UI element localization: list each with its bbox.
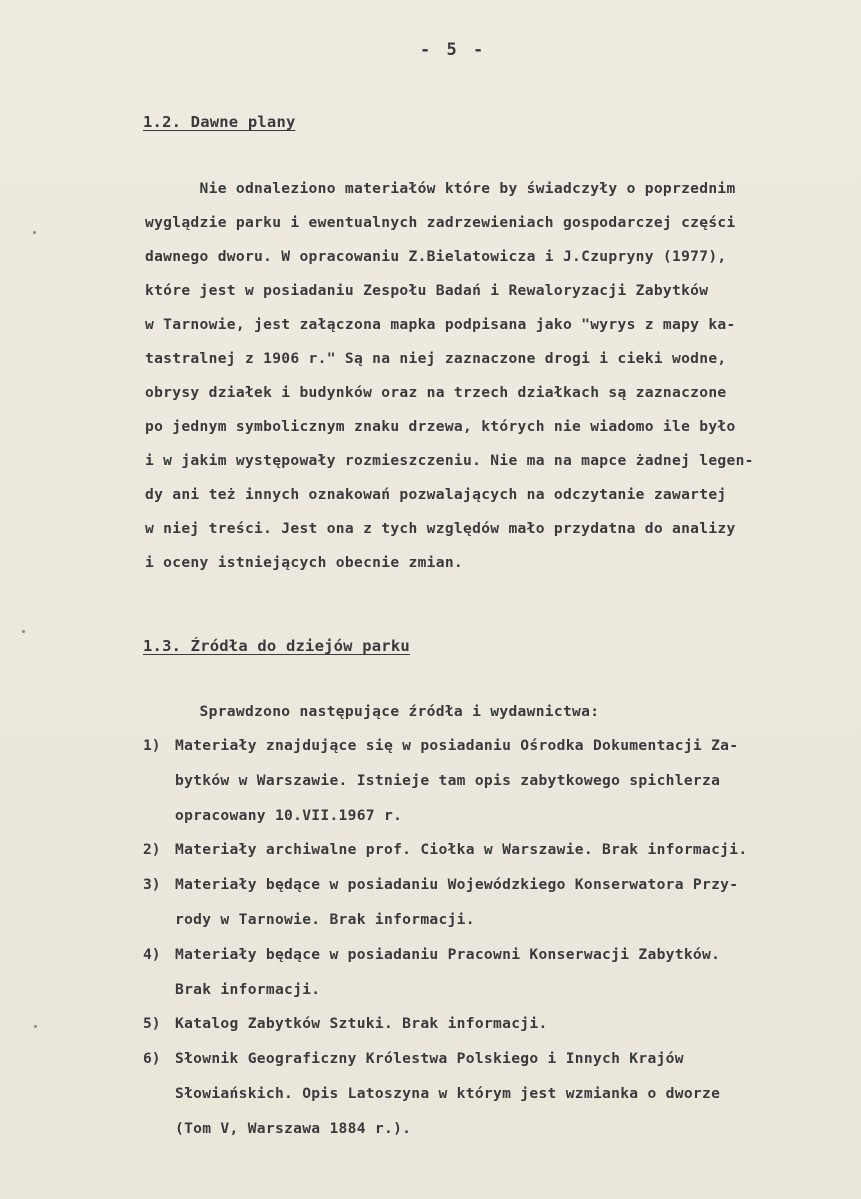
list-item-line: Materiały będące w posiadaniu Wojewódzkiego Konserwatora Przy- <box>175 876 739 894</box>
section-heading-zrodla: 1.3. Źródła do dziejów parku <box>143 637 410 655</box>
sources-intro: Sprawdzono następujące źródła i wydawnictwa: <box>145 703 600 720</box>
paper-speck <box>22 630 25 633</box>
paragraph-line: dawnego dworu. W opracowaniu Z.Bielatowicza i J.Czupryny (1977), <box>145 248 727 265</box>
list-item-number: 1) <box>143 737 161 754</box>
list-item-line: Materiały będące w posiadaniu Pracowni Konserwacji Zabytków. <box>175 945 721 963</box>
list-item-line: Materiały znajdujące się w posiadaniu Ośrodka Dokumentacji Za- <box>175 737 739 754</box>
list-item-line: Brak informacji. <box>175 980 321 998</box>
paragraph-line: tastralnej z 1906 r." Są na niej zaznaczone drogi i cieki wodne, <box>145 350 727 367</box>
paragraph-line: po jednym symbolicznym znaku drzewa, których nie wiadomo ile było <box>145 418 736 435</box>
paragraph-line: Nie odnaleziono materiałów które by świadczyły o poprzednim <box>145 180 736 197</box>
paragraph-line: w niej treści. Jest ona z tych względów mało przydatna do analizy <box>145 520 736 537</box>
list-item-number: 4) <box>143 945 161 963</box>
list-item-line: Słownik Geograficzny Królestwa Polskiego i Innych Krajów <box>175 1050 684 1068</box>
paragraph-line: i w jakim występowały rozmieszczeniu. Nie ma na mapce żadnej legen- <box>145 452 754 469</box>
list-item-line: opracowany 10.VII.1967 r. <box>175 806 403 824</box>
list-item-line: (Tom V, Warszawa 1884 r.). <box>175 1119 412 1137</box>
list-item-number: 6) <box>143 1050 161 1068</box>
list-item-line: rody w Tarnowie. Brak informacji. <box>175 911 475 928</box>
list-item-line: bytków w Warszawie. Istnieje tam opis zabytkowego spichlerza <box>175 771 721 789</box>
paper-speck <box>33 231 36 234</box>
paragraph-line: i oceny istniejących obecnie zmian. <box>145 554 464 571</box>
page-number: - 5 - <box>420 40 487 60</box>
list-item-line: Materiały archiwalne prof. Ciołka w Warszawie. Brak informacji. <box>175 841 748 859</box>
list-item-line: Słowiańskich. Opis Latoszyna w którym jest wzmianka o dworze <box>175 1085 721 1102</box>
paragraph-line: w Tarnowie, jest załączona mapka podpisana jako "wyrys z mapy ka- <box>145 316 736 333</box>
paragraph-line: dy ani też innych oznakowań pozwalających na odczytanie zawartej <box>145 486 727 503</box>
list-item-line: Katalog Zabytków Sztuki. Brak informacji. <box>175 1015 548 1033</box>
list-item-number: 3) <box>143 876 161 894</box>
section-heading-dawne-plany: 1.2. Dawne plany <box>143 113 296 131</box>
list-item-number: 5) <box>143 1015 161 1033</box>
paragraph-line: które jest w posiadaniu Zespołu Badań i Rewaloryzacji Zabytków <box>145 282 709 299</box>
paper-speck <box>34 1025 37 1028</box>
paragraph-line: obrysy działek i budynków oraz na trzech działkach są zaznaczone <box>145 384 727 401</box>
list-item-number: 2) <box>143 841 161 859</box>
paragraph-line: wyglądzie parku i ewentualnych zadrzewieniach gospodarczej części <box>145 214 736 231</box>
